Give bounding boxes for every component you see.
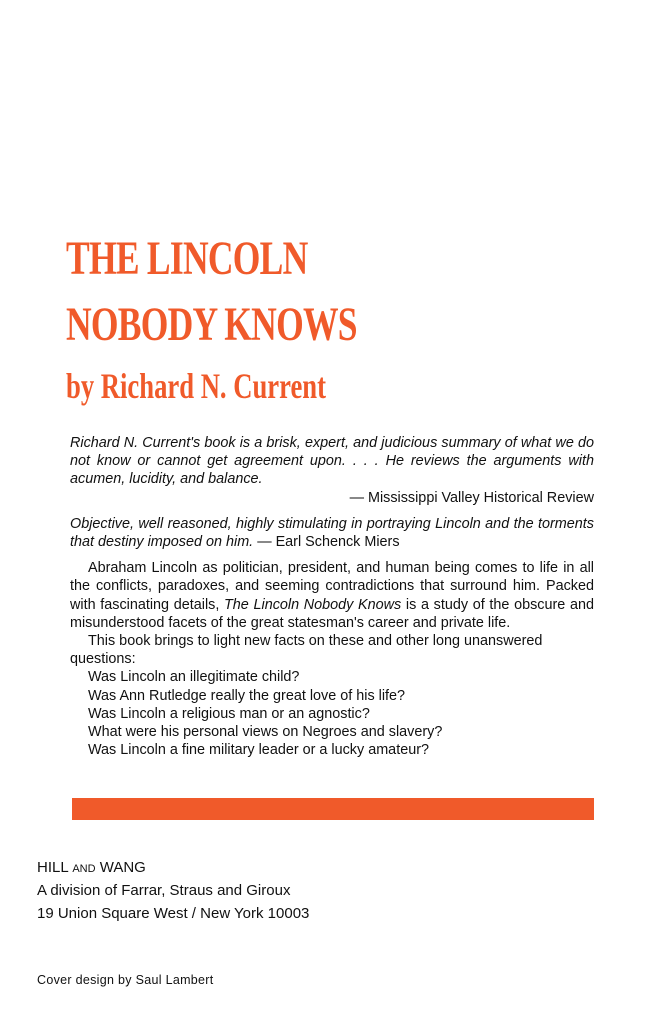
- author-byline: by Richard N. Current: [66, 366, 326, 406]
- cover-title-block: [66, 226, 459, 408]
- description-paragraph-2: This book brings to light new facts on these and other long unanswered questions:: [70, 633, 543, 668]
- review-source-1: — Mississippi Valley Historical Review: [349, 489, 594, 506]
- publisher-name: [37, 856, 309, 879]
- publisher-block: [37, 856, 309, 925]
- question-item: Was Lincoln a fine military leader or a lucky amateur?: [88, 742, 429, 759]
- publisher-division: A division of Farrar, Straus and Giroux: [37, 882, 291, 899]
- publisher-name-and: and: [72, 859, 96, 876]
- review-source-2: — Earl Schenck Miers: [257, 534, 400, 551]
- orange-divider-bar: [72, 798, 594, 820]
- review-quote-2-text: Objective, well reasoned, highly stimulating in portraying Lincoln and the torments that destiny imposed on him.: [70, 515, 594, 551]
- back-cover-copy: [70, 434, 594, 759]
- publisher-name-part1: HILL: [37, 859, 69, 876]
- question-item: Was Lincoln an illegitimate child?: [88, 669, 300, 686]
- question-list: [70, 668, 594, 759]
- description-p1-start: Abraham Lincoln as politician, president, and human being comes to life in all the conflicts, paradoxes, and seeming contradictions that surround him. Packed with fascinating details,: [70, 560, 594, 613]
- question-item: Was Lincoln a religious man or an agnostic?: [88, 705, 370, 722]
- book-title-line-1: THE LINCOLN: [66, 232, 308, 285]
- description-paragraph-1: [70, 559, 594, 632]
- book-title-line-2: NOBODY KNOWS: [66, 298, 357, 351]
- publisher-name-part2: WANG: [99, 859, 146, 876]
- description-book-title: The Lincoln Nobody Knows: [224, 596, 402, 613]
- review-quote-2: [70, 515, 594, 551]
- review-quote-1: [70, 434, 594, 489]
- question-item: Was Ann Rutledge really the great love of his life?: [88, 687, 406, 704]
- description-p1-end: is a study of the obscure and misunderstood facets of the great statesman's career and private life.: [70, 596, 594, 631]
- publisher-address: 19 Union Square West / New York 10003: [37, 905, 310, 922]
- cover-design-credit: Cover design by Saul Lambert: [37, 973, 214, 987]
- review-quote-1-text: Richard N. Current's book is a brisk, expert, and judicious summary of what we do not know or cannot get agreement upon. . . . He reviews the arguments with acumen, lucidity, and balance.: [70, 435, 594, 488]
- question-item: What were his personal views on Negroes and slavery?: [88, 724, 443, 741]
